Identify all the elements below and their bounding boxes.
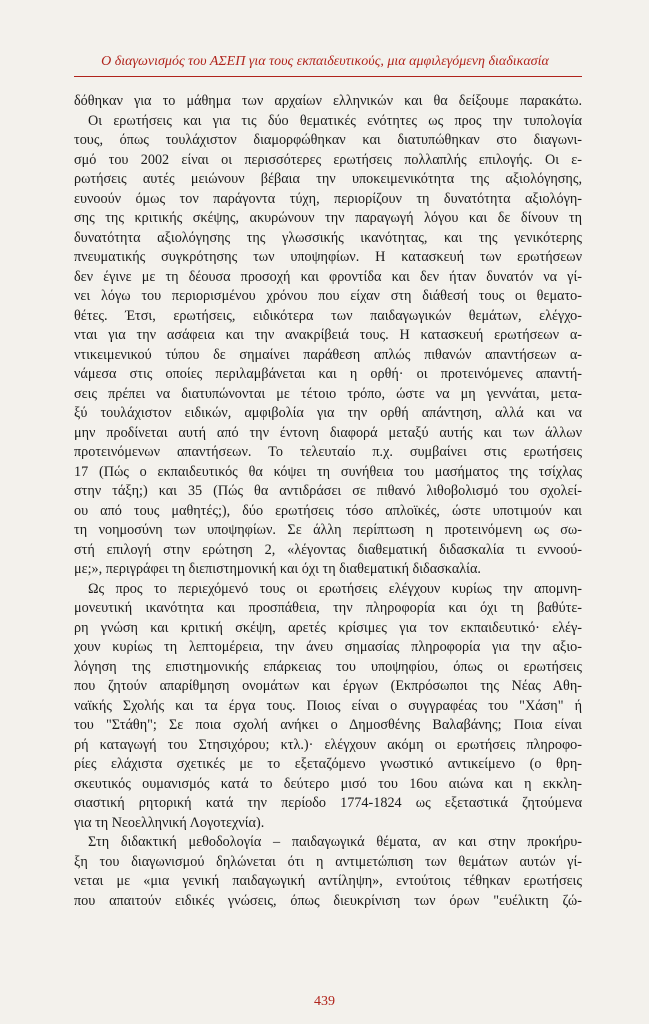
text-line: πνευματικής συγκρότησης των υποψηφίων. Η κατασκευή των ερωτήσεων bbox=[74, 249, 582, 265]
text-line: δόθηκαν για το μάθημα των αρχαίων ελληνικών και θα δείξουμε παρακάτω. bbox=[74, 93, 582, 109]
text-line: σκευτικός ουμανισμός κατά το δεύτερο μισό του 16ου αιώνα και η εκκλη- bbox=[74, 775, 582, 792]
text-line: νάμεσα στις οποίες περιλαμβάνεται και η ορθή· οι προτεινόμενες απαντή- bbox=[74, 366, 582, 382]
text-line: ξη του διαγωνισμού δηλώνεται ότι η αντιμετώπιση των θεμάτων αυτών γί- bbox=[74, 853, 582, 870]
text-line: 17 (Πώς ο εκπαιδευτικός θα κόψει τη συνήθεια του μασήματος της τσίχλας bbox=[74, 463, 582, 480]
text-line: που απαιτούν ειδικές γνώσεις, όπως διευκρίνιση των όρων "ευέλικτη ζώ- bbox=[74, 892, 582, 909]
body-text bbox=[74, 92, 582, 911]
text-line: ρίες ελάχιστα σχετικές με το εξεταζόμενο γνωστικό αντικείμενο (ο θρη- bbox=[74, 756, 582, 772]
text-line: για τη Νεοελληνική Λογοτεχνία). bbox=[74, 814, 265, 831]
text-line: Στη διδακτική μεθοδολογία – παιδαγωγικά θέματα, αν και στην προκήρυ- bbox=[88, 834, 582, 850]
text-line: Οι ερωτήσεις και για τις δύο θεματικές ενότητες ως προς την τυπολογία bbox=[88, 112, 582, 129]
text-line: ρή καταγωγή του Στησιχόρου; κτλ.)· ελέγχουν ακόμη οι ερωτήσεις πληροφο- bbox=[74, 736, 582, 753]
text-line: νεται με «μια γενική παιδαγωγική αντίληψη», εντούτοις τέθηκαν ερωτήσεις bbox=[74, 873, 582, 889]
text-line: τους, όπως τουλάχιστον διαμορφώθηκαν και διατυπώθηκαν στο διαγωνι- bbox=[74, 132, 582, 148]
text-line: με;», περιγράφει τη διεπιστημονική και όχι τη διαθεματική διδασκαλία. bbox=[74, 561, 481, 577]
header-rule bbox=[74, 76, 582, 77]
text-line: στή επιλογή στην ερώτηση 2, «λέγοντας διαθεματική διδασκαλία τι εννοού- bbox=[74, 541, 582, 558]
text-line: ντικειμενικού τύπου δε σημαίνει παράθεση απλώς πιθανών απαντήσεων α- bbox=[74, 346, 582, 363]
text-line: ρη γνώση και κριτική σκέψη, αρετές κρίσιμες για τον εκπαιδευτικό· ελέγ- bbox=[74, 619, 582, 636]
text-line: ευνοούν όμως τον παράγοντα τύχη, περιορίζουν τη δυνατότητα αξιολόγη- bbox=[74, 190, 582, 207]
text-line: ρωτήσεις αυτές μειώνουν βέβαια την υποκειμενικότητα της αξιολόγησης, bbox=[74, 171, 582, 187]
text-line: ξύ τουλάχιστον ειδικών, αμφιβολία για την ορθή απάντηση, αλλά και να bbox=[74, 405, 582, 421]
text-line: μην προδίνεται αυτή από την έντονη διαφορά μεταξύ αυτής και των άλλων bbox=[74, 424, 582, 441]
page-number: 439 bbox=[314, 994, 335, 1009]
text-line: στην τάξη;) και 35 (Πώς θα αντιδράσει σε πιθανό λιθοβολισμό του σχολεί- bbox=[74, 483, 582, 499]
text-line: νει λόγω του περιορισμένου χρόνου που είχαν στη διάθεσή τους οι θεματο- bbox=[74, 288, 582, 304]
text-line: που ζητούν απαρίθμηση ονομάτων και έργων (Εκπρόσωποι της Νέας Αθη- bbox=[74, 678, 582, 694]
text-line: του "Στάθη"; Σε ποια σχολή ανήκει ο Δημοσθένης Βαλαβάνης; Ποια είναι bbox=[74, 717, 582, 733]
text-line: σης της κριτικής σκέψης, ακυρώνουν την παραγωγή λόγου και δε δίνουν τη bbox=[74, 210, 582, 226]
text-line: ναϊκής Σχολής και τα έργα τους. Ποιος είναι ο συγγραφέας του "Χάση" ή bbox=[74, 697, 582, 714]
text-line: λόγηση της επιστημονικής επάρκειας του υποψηφίου, όπως οι ερωτήσεις bbox=[74, 658, 582, 675]
text-line: δεν έγινε με τη δέουσα προσοχή και φροντίδα και δεν ήταν δυνατόν να γί- bbox=[74, 268, 582, 285]
text-line: μονευτική ικανότητα και προσπάθεια, την πληροφορία και όχι τη βαθύτε- bbox=[74, 600, 582, 616]
text-line: χουν κυρίως τη λεπτομέρεια, την άνευ σημασίας πληροφορία για την αξιο- bbox=[74, 639, 582, 655]
text-line: προτεινόμενων απαντήσεων. Το τελευταίο π.χ. συμβαίνει στις ερωτήσεις bbox=[74, 444, 582, 460]
text-line: τη νοημοσύνη των υποψηφίων. Σε άλλη περίπτωση η προτεινόμενη ως σω- bbox=[74, 522, 582, 538]
text-line: σμό του 2002 είναι οι περισσότερες ερωτήσεις πολλαπλής επιλογής. Οι ε- bbox=[74, 151, 582, 168]
text-line: θέτες. Έτσι, ερωτήσεις, ειδικότερα των παιδαγωγικών θεμάτων, ελέγχο- bbox=[74, 307, 582, 324]
text-line: δυνατότητα αξιολόγησης της γλωσσικής ικανότητας, και της γενικότερης bbox=[74, 229, 582, 246]
text-line: Ως προς το περιεχόμενό τους οι ερωτήσεις ελέγχουν κυρίως την απομνη- bbox=[88, 580, 582, 597]
text-line: σεις πρέπει να διατυπώνονται με τέτοιο τρόπο, ώστε να μη γεννάται, μετα- bbox=[74, 385, 582, 402]
text-line: σιαστική ρητορική κατά την περίοδο 1774-1824 ως εξεταστικά ζητούμενα bbox=[74, 795, 582, 811]
text-line: ου από τους μαθητές;), δύο ερωτήσεις τόσο απλοϊκές, ώστε υποτιμούν και bbox=[74, 502, 582, 519]
running-head: Ο διαγωνισμός του ΑΣΕΠ για τους εκπαιδευτικούς, μια αμφιλεγόμενη διαδικασία bbox=[101, 54, 549, 69]
text-line: νται για την ασάφεια και την ανακρίβειά τους. Η κατασκευή ερωτήσεων α- bbox=[74, 327, 582, 343]
